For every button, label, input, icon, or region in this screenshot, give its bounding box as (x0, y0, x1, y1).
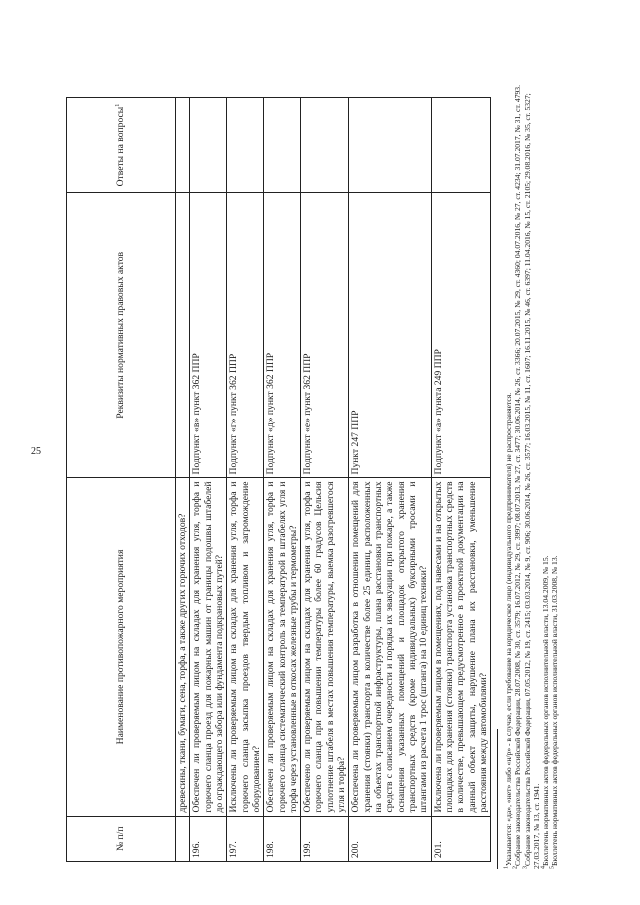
table-row (227, 98, 264, 862)
table-row (431, 98, 491, 862)
row-number: 196. (190, 816, 227, 861)
footnote-text: Бюллетень нормативных актов федеральных органов исполнительной власти, 31.03.2008, № 13. (550, 555, 560, 866)
footnote-marker: 5 (549, 866, 556, 869)
header-measure: Наименование противопожарного мероприятия (67, 478, 176, 816)
footnote-marker: 2 (512, 866, 519, 869)
rotated-page-content (52, 47, 640, 885)
row-measure: Обеспечен ли проверяемым лицом на складах для хранения угля, торфа и горючего сланца проезд для пожарных машин от границы подошвы штабелей до ограждающего забора или фундамента подкрановых путей? (190, 478, 227, 816)
footnote-marker: 1 (503, 866, 510, 869)
row-number: 200. (349, 816, 431, 861)
row-measure: Обеспечен ли проверяемым лицом на складах для хранения угля, торфа и горючего сланца систематический контроль за температурой в штабелях угля и торфа через установленные в откосах железные трубы и термометры? (264, 478, 301, 816)
row-answer[interactable] (301, 98, 349, 193)
page-number: 25 (31, 446, 41, 457)
footnote (550, 59, 559, 869)
footnote-text: Указывается: «да», «нет» либо «н/р» - в случае, если требование на юридическое лицо (индивидуального предпринимателя) не распространяется. (504, 392, 514, 866)
footnote-marker: 3 (522, 866, 529, 869)
row-requisite: Подпункт «в» пункт 362 ППР (190, 193, 227, 478)
footnote-text: Собрание законодательства Российской Федерации, 07.05.2012, № 19, ст. 2415; 03.03.2014, № 9, ст. 906; 30.06.2014, № 26, ст. 3577; 16.03.2015, № 11, ст. 1607; 16.11.2015, № 46, ст. 6397; 11.04.2016, № 15, ст. 2105; 29.08.2016, № 35, ст. 5327; 27.03.2017, № 13, ст. 1941. (522, 93, 541, 869)
row-answer[interactable] (431, 98, 491, 193)
footnote-text: Бюллетень нормативных актов федеральных органов исполнительной власти, 13.04.2009, № 15. (541, 555, 551, 866)
continuation-requisite-cell (176, 193, 190, 478)
table-row (349, 98, 431, 862)
row-number: 199. (301, 816, 349, 861)
row-requisite: Пункт 247 ППР (349, 193, 431, 478)
header-answers (67, 98, 176, 193)
table-row (176, 98, 190, 862)
footnote-text: Собрание законодательства Российской Федерации, 28.07.2008, № 30, ст. 3579; 16.07.2012, № 29, ст. 3997; 08.07.2013, № 27, ст. 3477; 30.06.2014, № 26, ст. 3366; 20.07.2015, № 29, ст. 4360; 04.07.2016, № 27, ст. 4234; 31.07.2017, № 31, ст. 4793. (513, 85, 523, 866)
footnotes (504, 59, 560, 869)
footnote-separator (497, 729, 498, 869)
row-measure: Исключены ли проверяемым лицом на складах для хранения угля, торфа и горючего сланца засыпка проездов твердым топливом и загромождение оборудованием? (227, 478, 264, 816)
row-number: 201. (431, 816, 491, 861)
footnote (541, 59, 550, 869)
header-answers-label: Ответы на вопросы (115, 106, 127, 187)
row-answer[interactable] (190, 98, 227, 193)
row-answer[interactable] (264, 98, 301, 193)
footnote (504, 59, 513, 869)
row-measure: Обеспечено ли проверяемым лицом на складах для хранения угля, торфа и горючего сланца при повышении температуры более 60 градусов Цельсия уплотнение штабеля в местах повышения температуры, выемка разогревшегося угля и торфа? (301, 478, 349, 816)
row-requisite: Подпункт «е» пункт 362 ППР (301, 193, 349, 478)
row-requisite: Подпункт «а» пункта 249 ППР (431, 193, 491, 478)
table-row (301, 98, 349, 862)
header-requisites: Реквизиты нормативных правовых актов (67, 193, 176, 478)
footnote-marker: 1 (115, 103, 122, 107)
table-header-row (67, 98, 176, 862)
row-number: 197. (227, 816, 264, 861)
table-row (190, 98, 227, 862)
row-number: 198. (264, 816, 301, 861)
footnote (513, 59, 522, 869)
table-row (264, 98, 301, 862)
continuation-number-cell (176, 816, 190, 861)
row-answer[interactable] (349, 98, 431, 193)
footnote-marker: 4 (540, 866, 547, 869)
row-answer[interactable] (227, 98, 264, 193)
row-measure: Исключена ли проверяемым лицом в помещениях, под навесами и на открытых площадках для хранения (стоянки) транспорта установка транспортных средств в количестве, превышающем предусмотренное в проектной документации на данный объект защиты, нарушение плана их расстановки, уменьшение расстояния между автомобилями? (431, 478, 491, 816)
row-requisite: Подпункт «д» пункт 362 ППР (264, 193, 301, 478)
continuation-answer-cell (176, 98, 190, 193)
header-number: № п/п (67, 816, 176, 861)
continuation-text: древесины, ткани, бумаги, сена, торфа, а также других горючих отходов? (176, 478, 190, 816)
footnote (523, 59, 542, 869)
fire-safety-checklist-table (66, 97, 491, 862)
row-requisite: Подпункт «г» пункт 362 ППР (227, 193, 264, 478)
row-measure: Обеспечена ли проверяемым лицом разработка в отношении помещений для хранения (стоянки) транспорта в количестве более 25 единиц, расположенных на объектах транспортной инфраструктуры, плана расстановки транспортных средств с описанием очередности и порядка их эвакуации при пожаре, а также оснащения указанных помещений и площадок открытого хранения транспортных средств (кроме индивидуальных) буксирными тросами и штангами из расчета 1 трос (штанга) на 10 единиц техники? (349, 478, 431, 816)
